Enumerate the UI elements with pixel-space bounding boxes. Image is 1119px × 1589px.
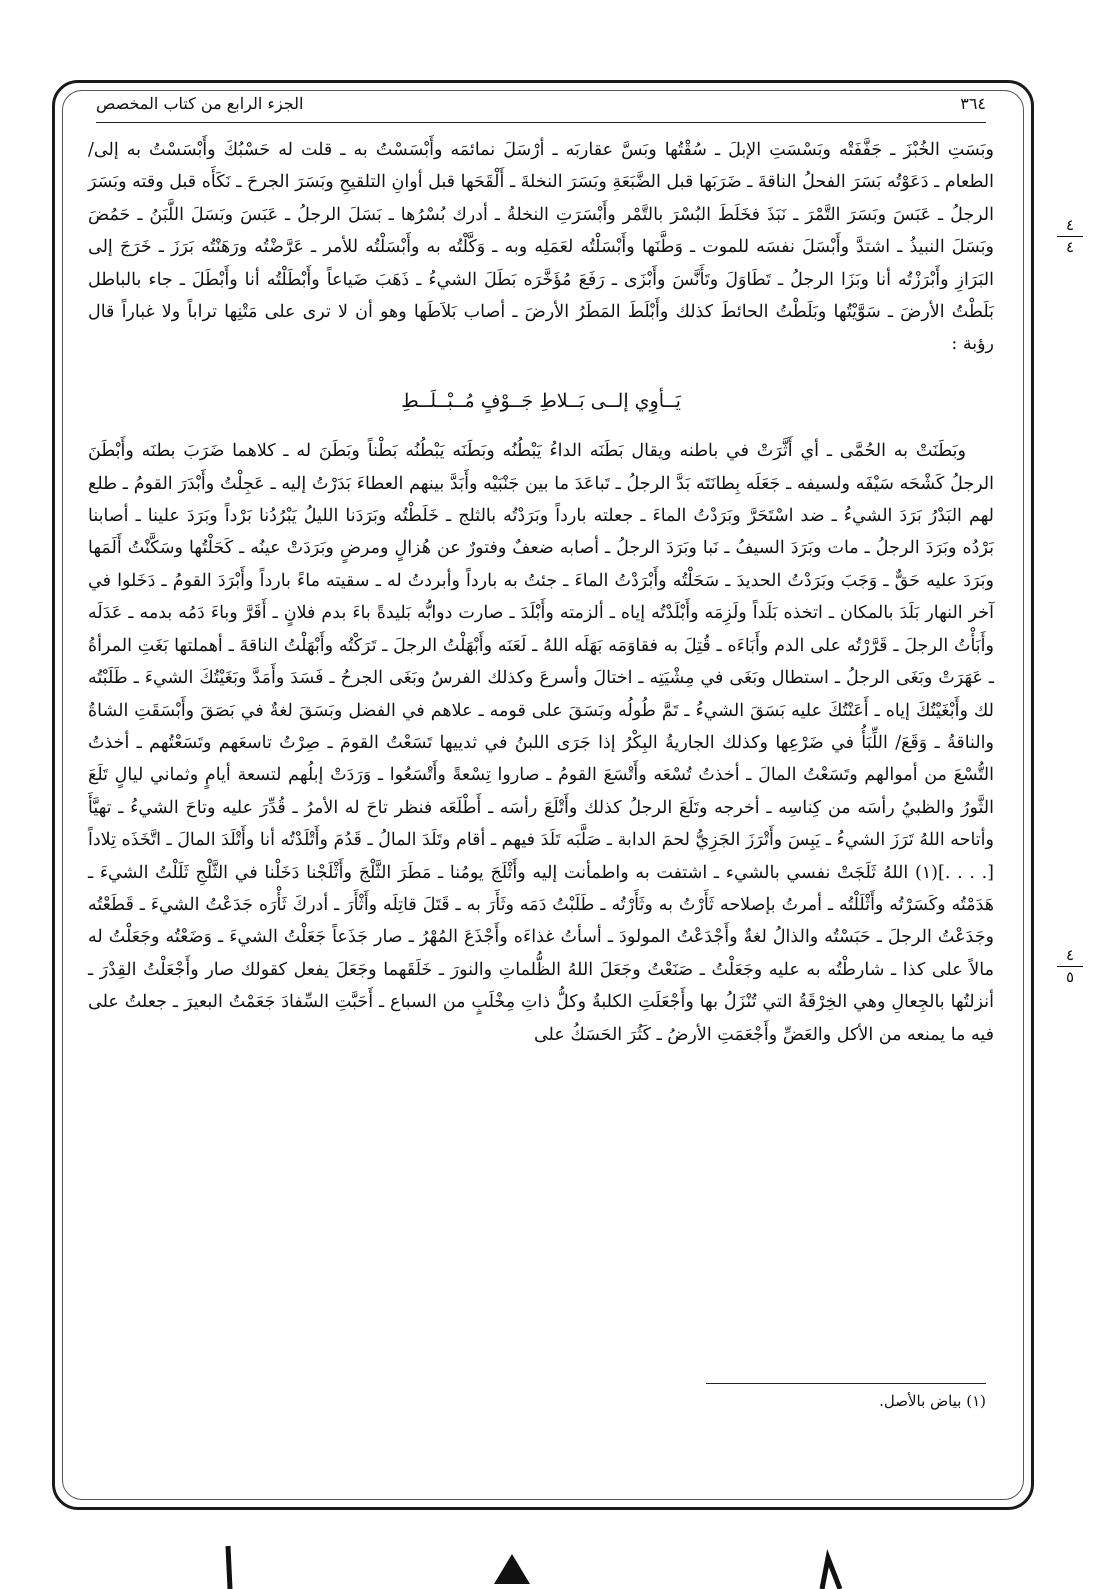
main-text [88, 134, 994, 1051]
book-title: الجزء الرابع من كتاب المخصص [96, 93, 304, 113]
scan-mark-left [228, 1546, 230, 1589]
margin-marker-1 [1055, 218, 1085, 255]
margin-marker-1-bottom: ٤ [1065, 238, 1075, 256]
footnote-rule [706, 1383, 986, 1384]
bottom-scan-marks [0, 1540, 1119, 1589]
scan-mark-middle [494, 1554, 530, 1584]
margin-marker-2-bar [1057, 966, 1083, 967]
running-header [96, 86, 986, 120]
margin-marker-2 [1055, 948, 1085, 985]
margin-marker-2-bottom: ٥ [1065, 968, 1075, 986]
page-number: ٣٦٤ [960, 93, 986, 113]
paragraph-2: وبَطَنَتْ به الحُمَّى ـ أي أَثَّرَتْ في باطنه ويقال بَطَنَه الداءُ يَبْطُنُه وبَطَنَه يَبْطُنُه بَطْناً وبَطَنَ له ـ كلاهما ضَرَبَ بطنَه وأَبْطَنَ الرجلُ كَشْحَه سَيْفَه ولسيفه ـ جَعَلَه بِطانَتَه بَدَّ الرجلُ ـ تَباعَدَ ما بين جَنْبَيْه وأَبَدَّ بينهم العطاءَ بَدَرْتُ إليه ـ عَجِلْتُ وأَبْدَرَ القومُ ـ طلع لهم البَدْرُ بَرَدَ الشيءُ ـ ضد اسْتَحَرَّ وبَرَدْتُ الماءَ ـ جعلته بارداً وبَرَدْتُه بالثلج ـ خَلَطْتُه وبَرَدَنا الليلُ يَبْرُدُنا بَرْداً وبَرَدَ علينا ـ أصابنا بَرْدُه وبَرَدَ الرجلُ ـ مات وبَرَدَ السيفُ ـ نَبا وبَرَدَ الرجلُ ـ أصابه ضعفٌ وفتورٌ عن هُزالٍ ومرضٍ وبَرَدَتْ عينُه ـ كَحَلْتُها وسَكَّنْتُ أَلَمَها وبَرَدَ عليه حَقٌّ ـ وَجَبَ وبَرَدْتُ الحديدَ ـ سَحَلْتُه وأَبْرَدْتُ الماءَ ـ جئتُ به بارداً وأبردتُ له ـ سقيته ماءً بارداً وأَبْرَدَ القومُ ـ دَخَلوا في آخر النهار بَلَدَ بالمكان ـ اتخذه بَلَداً ولَزِمَه وأَبْلَدْتُه إياه ـ ألزمته وأَبْلَدَ ـ صارت دوابُّه بَليدةً باءَ بدم فلانٍ ـ أَقَرَّ وباءَ دَمُه بدمه ـ عَدَلَه وأَبَأْتُ الرجلَ ـ قَرَّرْتُه على الدم وأَبَاءَه ـ قُتِلَ به فقاوَمَه بَهَلَه اللهُ ـ لَعَنَه وأَبْهَلْتُ الرجلَ ـ تَرَكْتُه وأَبْهَلْتُ الناقةَ ـ أهملتها بَغَتِ المرأةُ ـ عَهَرَتْ وبَغَى الرجلُ ـ استطال وبَغَى في مِشْيَتِه ـ اختالَ وأسرعَ وكذلك الفرسُ وبَغَى الجرحُ ـ فَسَدَ وأَمَدَّ وبَغَيْتُكَ الشيءَ ـ طَلَبْتُه لك وأَبْغَيْتُكَ إياه ـ أَعَنْتُكَ عليه بَسَقَ الشيءُ ـ تَمَّ طُولُه وبَسَقَ على قومه ـ علاهم في الفضل وبَسَقَ لغةٌ في بَصَقَ وأَبْسَقَتِ الشاةُ والناقةُ ـ وَقَعَ/ اللِّبَأُ في ضَرْعِها وكذلك الجاريةُ البِكْرُ إذا جَرَى اللبنُ في ثدييها تَسَعْتُ القومَ ـ صِرْتُ تاسعَهم وتَسَعْتُهم ـ أخذتُ التُّسْعَ من أموالهم وتَسَعْتُ المالَ ـ أخذتُ تُسْعَه وأَتْسَعَ القومُ ـ صاروا تِسْعةً وأَتْسَعُوا ـ وَرَدَتْ إبلُهم لتسعة أيامٍ وثماني ليالٍ تَلَعَ الثَّورُ والظبيُ رأسَه من كِناسِه ـ أخرجه وتَلَعَ الرجلُ كذلك وأَتْلَعَ رأسَه ـ أَطْلَعَه فنظر تاحَ له الأمرُ ـ قُدِّرَ عليه وتاحَ الشيءُ ـ تهيَّأَ وأتاحه اللهُ تَرَزَ الشيءُ ـ يَبِسَ وأَتْرَزَ الجَزِيُّ لحمَ الدابة ـ صَلَّبَه تَلَدَ فيهم ـ أقام وتَلَدَ المالُ ـ قَدُمَ وأَتْلَدْتُه أنا وأَتْلَدَ المالَ ـ اتَّخَذَه تِلاداً [. . . .](١) اللهُ ثَلَجَتْ نفسي بالشيء ـ اشتفت به واطمأنت إليه وأَثْلَجَ يومُنا ـ مَطَرَ الثَّلْجَ وأَثْلَجْنا دَخَلْنا في الثَّلْجِ ثَلَلْتُ الشيءَ ـ هَدَمْتُه وكَسَرْتُه وأَثْلَلْتُه ـ أمرتُ بإصلاحه ثَأَرْتُ به وثَأَرْتُه ـ طَلَبْتُ دَمَه وثَأَرَ به ـ قَتَلَ قاتِلَه وأَثْأَرَ ـ أدركَ ثَأْرَه جَدَعْتُ الشيءَ ـ قَطَعْتُه وجَدَعْتُ الرجلَ ـ حَبَسْتُه والذالُ لغةٌ وأَجْدَعْتُ المولودَ ـ أسأتُ غذاءَه وأَجْذَعَ المُهْرُ ـ صار جَذَعاً جَعَلْتُ الشيءَ ـ وَضَعْتُه وجَعَلْتُ له مالاً على كذا ـ شارطْتُه به عليه وجَعَلْتُ ـ صَنَعْتُ وجَعَلَ اللهُ الظُّلماتِ والنورَ ـ خَلَقَهما وجَعَلَ يفعل كقولك صار وأَجْعَلْتُ القِدْرَ ـ أنزلتُها بالجِعالِ وهي الخِرْقَةُ التي تُنْزَلُ بها وأَجْعَلَتِ الكلبةُ وكلُّ ذاتِ مِخْلَبٍ من السباع ـ أَحَبَّتِ السِّفادَ جَعَمْتُ البعيرَ ـ جعلتُ على فيه ما يمنعه من الأكل والعَضِّ وأَجْعَمَتِ الأرضُ ـ كَثُرَ الحَسَكُ على [88, 441, 994, 1045]
footnote: (١) بياض بالأصل. [879, 1392, 986, 1410]
margin-marker-1-top: ٤ [1065, 216, 1075, 234]
paragraph-1: وبَسَتِ الخُبْزَ ـ جَفَّفَتْه وبَسْسَتِ الإبلَ ـ سُقْتُها وبَسَّ عقاربَه ـ أرْسَلَ نمائمَه وأَبْسَسْتُ به ـ قلت له حَسْبُكَ وأَبْسَسْتُ به إلى/ الطعام ـ دَعَوْتُه بَسَرَ الفحلُ الناقةَ ـ ضَرَبَها قبل الضَّبَعَةِ وبَسَرَ النخلةَ ـ أَلْقَحَها قبل أوانِ التلقيحِ وبَسَرَ الجرحَ ـ نَكَأَه قبل وقته وبَسَرَ الرجلُ ـ عَبَسَ وبَسَرَ التَّمْرَ ـ نَبَذَ فخَلَطَ البُسْرَ بالتَّمْر وأَبْسَرَتِ النخلةُ ـ أدرك بُسْرُها ـ بَسَلَ الرجلُ ـ عَبَسَ وبَسَلَ اللَّبَنُ ـ حَمُضَ وبَسَلَ النبيذُ ـ اشتدَّ وأَبْسَلَ نفسَه للموت ـ وَطَّنَها وأَبْسَلْتُه لعَمَلِه وبه ـ وَكَّلْتُه به وأَبْسَلْتُه للأمر ـ عَرَّضْتُه ورَهَنْتُه بَرَزَ ـ خَرَجَ إلى البَرَازِ وأَبْرَزْتُه أنا وبَزَا الرجلُ ـ تَطَاوَلَ وتَأَنَّسَ وأَبْزَى ـ رَفَعَ مُؤَخَّرَه بَطَلَ الشيءُ ـ ذَهَبَ ضَياعاً وأَبْطَلْتُه أنا وأَبْطَلَ ـ جاء بالباطل بَلَطْتُ الأرضَ ـ سَوَّيْتُها وبَلَطْتُ الحائطَ كذلك وأَبْلَطَ المَطَرُ الأرضَ ـ أصاب بَلاَطَها وهو أن لا ترى على مَتْنِها تراباً ولا غباراً قال رؤبة : [88, 140, 994, 355]
poem-line: يَــأوِي إلــى بَــلاطِ جَــوْفٍ مُــبْــلَــطِ [401, 389, 681, 412]
margin-marker-2-top: ٤ [1065, 946, 1075, 964]
header-rule [96, 122, 986, 123]
scan-mark-right [822, 1558, 840, 1589]
margin-marker-1-bar [1057, 236, 1083, 237]
